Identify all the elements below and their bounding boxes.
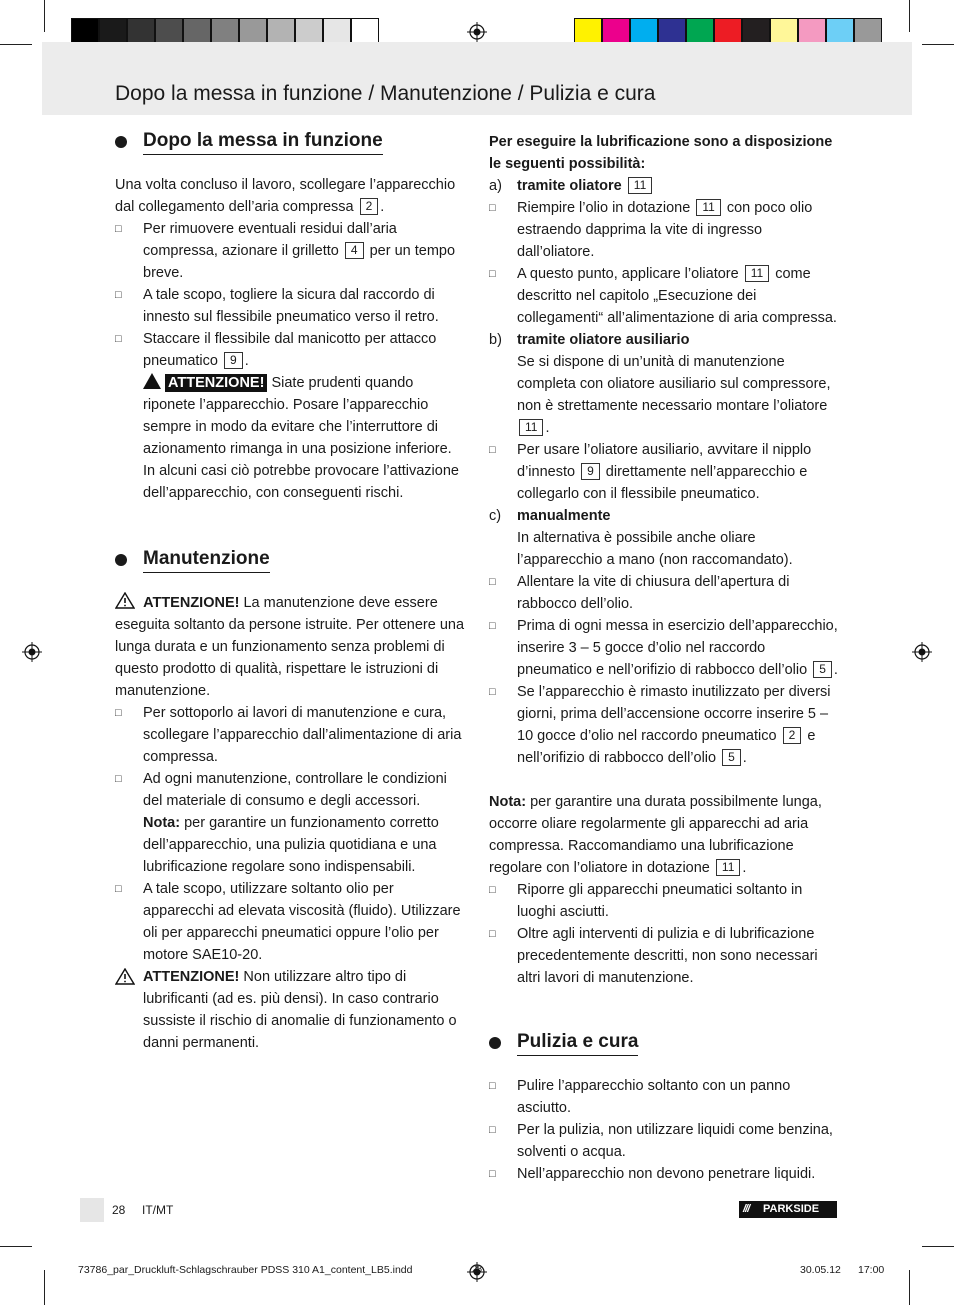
list-item: □ Staccare il flessibile dal manicotto per attacco pneumatico 9 . xyxy=(115,328,467,372)
file-page: 28 xyxy=(472,1264,483,1274)
list-item: □ Allentare la vite di chiusura dell’apertura di rabbocco dell’olio. xyxy=(489,571,841,615)
section-heading-maintenance: Manutenzione xyxy=(115,546,467,578)
list-item: □ Prima di ogni messa in esercizio dell’apparecchio, inserire 3 – 5 gocce d’olio nel raccordo pneumatico e nell’orifizio di rabbocco dell’olio 5 . xyxy=(489,615,841,681)
list-item: □ Per la pulizia, non utilizzare liquidi come benzina, solventi o acqua. xyxy=(489,1119,841,1163)
list-item: □ Ad ogni manutenzione, controllare le condizioni del materiale di consumo e degli accessori. Nota: per garantire un funzionamento corretto dell’apparecchio, una pulizia quotidiana e una lubrificazione regolare sono indispensabili. xyxy=(115,768,467,878)
page-number-tab xyxy=(80,1198,104,1222)
option-c: c) manualmente In alternativa è possibile anche oliare l’apparecchio a mano (non raccomandato). xyxy=(489,508,793,568)
right-column xyxy=(489,131,841,1185)
brand-logo: /// PARKSIDE xyxy=(739,1201,837,1218)
bullet-dot-icon xyxy=(489,1037,501,1049)
list-item: □ Per rimuovere eventuali residui dall’aria compressa, azionare il grilletto 4 per un tempo breve. xyxy=(115,218,467,284)
bullet-dot-icon xyxy=(115,554,127,566)
list-item: □ A tale scopo, togliere la sicura dal raccordo di innesto sul flessibile pneumatico verso il retro. xyxy=(115,284,467,328)
warning-block: ATTENZIONE! Non utilizzare altro tipo di lubrificanti (ad es. più densi). In caso contrario sussiste il rischio di anomalie di funzionamento o danni permanenti. xyxy=(115,966,467,1054)
page-number: 28 xyxy=(112,1203,126,1217)
paragraph: Una volta concluso il lavoro, scollegare l’apparecchio dal collegamento dell’aria compressa 2 . xyxy=(115,177,456,215)
left-column xyxy=(115,128,467,1054)
registration-mark-icon xyxy=(912,642,932,662)
bullet-dot-icon xyxy=(115,136,127,148)
warning-triangle-icon xyxy=(143,373,161,389)
list-item: □ Riporre gli apparecchi pneumatici soltanto in luoghi asciutti. xyxy=(489,879,841,923)
lubrication-heading: Per eseguire la lubrificazione sono a disposizione le seguenti possibilità: xyxy=(489,134,833,172)
list-item: □ A tale scopo, utilizzare soltanto olio per apparecchi ad elevata viscosità (fluido). Utilizzare oli per apparecchi pneumatici oppure l’olio per motore SAE10-20. xyxy=(115,878,467,966)
list-item: □ Riempire l’olio in dotazione 11 con poco olio estraendo dapprima la vite di ingresso dall’oliatore. xyxy=(489,197,841,263)
list-item: □ Nell’apparecchio non devono penetrare liquidi. xyxy=(489,1163,841,1185)
list-item: □ Per usare l’oliatore ausiliario, avvitare il nipplo d’innesto 9 direttamente nell’apparecchio e collegarlo con il flessibile pneumatico. xyxy=(489,439,841,505)
note-paragraph: Nota: per garantire una durata possibilmente lunga, occorre oliare regolarmente gli apparecchi ad aria compressa. Raccomandiamo una lubrificazione regolare con l’oliatore in dotazione 11 . xyxy=(489,794,822,876)
file-date: 30.05.12 xyxy=(800,1264,841,1276)
warning-label: ATTENZIONE! xyxy=(165,374,267,392)
section-heading-after-use: Dopo la messa in funzione xyxy=(115,128,467,160)
file-time: 17:00 xyxy=(858,1264,885,1276)
language-code: IT/MT xyxy=(142,1203,174,1217)
brand-stripes-icon: /// xyxy=(743,1203,750,1215)
warning-triangle-icon xyxy=(115,592,135,609)
list-item: □ Pulire l’apparecchio soltanto con un panno asciutto. xyxy=(489,1075,841,1119)
warning-block: ATTENZIONE! Siate prudenti quando riponete l’apparecchio. Posare l’apparecchio sempre in modo da evitare che l’interruttore di azionamento rimanga in una posizione inferiore. In alcuni casi ciò potrebbe provocare l’attivazione dell’apparecchio, con conseguenti rischi. xyxy=(143,375,459,501)
option-a: a) tramite oliatore 11 xyxy=(489,175,841,197)
list-item: □ Oltre agli interventi di pulizia e di lubrificazione precedentemente descritti, non sono necessari altri lavori di manutenzione. xyxy=(489,923,841,989)
warning-paragraph: ATTENZIONE! La manutenzione deve essere eseguita soltanto da persone istruite. Per ottenere una lunga durata e un funzionamento senza problemi di questo prodotto di qualità, rispettare le istruzioni di manutenzione. xyxy=(115,592,467,702)
list-item: □ Per sottoporlo ai lavori di manutenzione e cura, scollegare l’apparecchio dall’alimentazione di aria compressa. xyxy=(115,702,467,768)
registration-mark-icon xyxy=(467,22,487,42)
section-heading-cleaning: Pulizia e cura xyxy=(489,1029,841,1061)
option-b: b) tramite oliatore ausiliario Se si dispone di un’unità di manutenzione completa con oliatore ausiliario sul compressore, non è strettamente necessario montare l’oliatore 11 . xyxy=(489,332,831,436)
warning-triangle-icon xyxy=(115,968,135,985)
file-name: 73786_par_Druckluft-Schlagschrauber PDSS 310 A1_content_LB5.indd xyxy=(78,1264,413,1276)
list-item: □ Se l’apparecchio è rimasto inutilizzato per diversi giorni, prima dell’accensione occorre inserire 5 – 10 gocce d’olio nel raccordo pneumatico 2 e nell’orifizio di rabbocco dell’olio 5 . xyxy=(489,681,841,769)
page-header-band xyxy=(42,42,912,115)
list-item: □ A questo punto, applicare l’oliatore 11 come descritto nel capitolo „Esecuzione dei collegamenti“ all’alimentazione di aria compressa. xyxy=(489,263,841,329)
page-title: Dopo la messa in funzione / Manutenzione / Pulizia e cura xyxy=(115,82,656,105)
registration-mark-icon xyxy=(22,642,42,662)
